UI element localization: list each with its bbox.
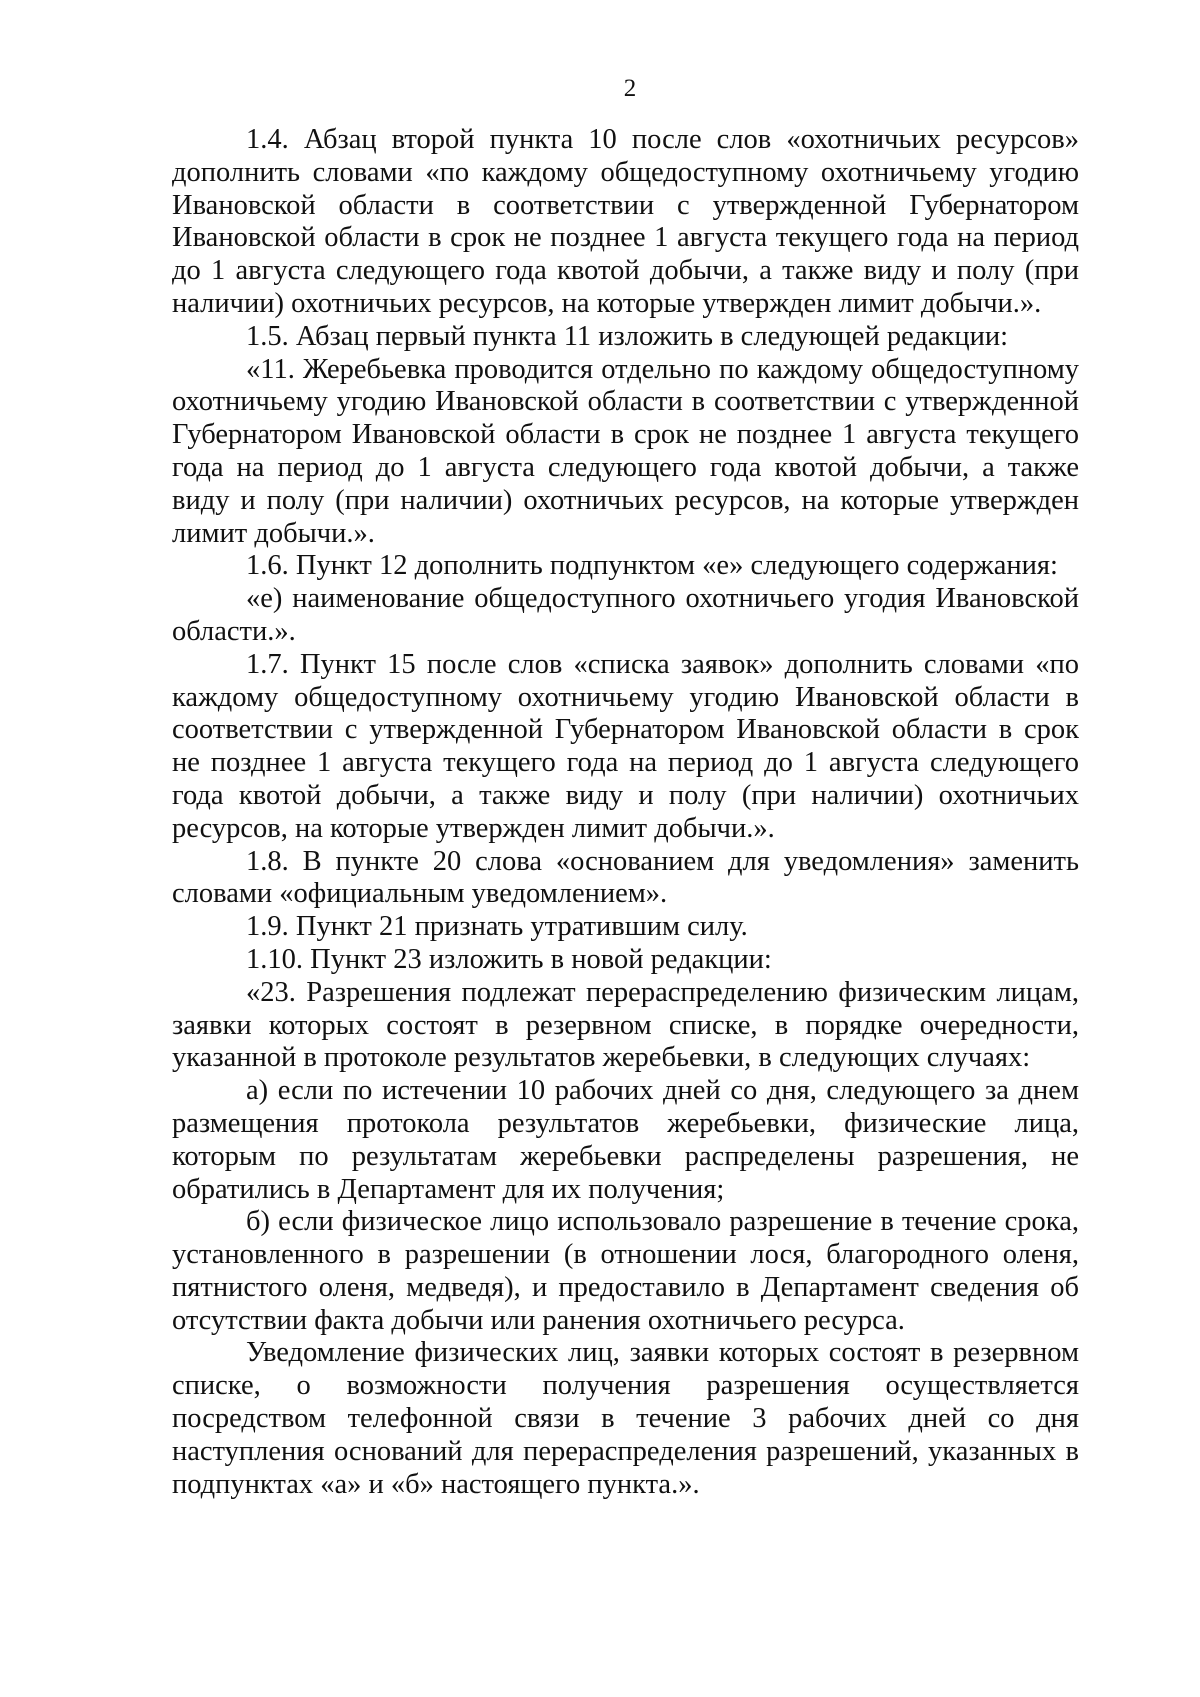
paragraph-subpoint-a: а) если по истечении 10 рабочих дней со дня, следующего за днем размещения протокола результатов жеребьевки, физические лица, которым по результатам жеребьевки распределены разрешения, не обратились в Департамент для их получения;	[172, 1075, 1079, 1205]
paragraph-1-9: 1.9. Пункт 21 признать утратившим силу.	[246, 911, 748, 943]
paragraph-1-8: 1.8. В пункте 20 слова «основанием для уведомления» заменить словами «официальным уведомлением».	[172, 845, 1079, 910]
paragraph-1-6: 1.6. Пункт 12 дополнить подпунктом «е» следующего содержания:	[246, 550, 1058, 582]
paragraph-1-10: 1.10. Пункт 23 изложить в новой редакции:	[246, 943, 772, 975]
document-body	[172, 124, 1079, 1501]
paragraph-1-4: 1.4. Абзац второй пункта 10 после слов «охотничьих ресурсов» дополнить словами «по каждому общедоступному охотничьему угодию Ивановской области в соответствии с утвержденной Губернатором Ивановской области в срок не позднее 1 августа текущего года на период до 1 августа следующего года квотой добычи, а также виду и полу (при наличии) охотничьих ресурсов, на которые утвержден лимит добычи.».	[172, 124, 1079, 319]
paragraph-subpoint-b: б) если физическое лицо использовало разрешение в течение срока, установленного в разрешении (в отношении лося, благородного оленя, пятнистого оленя, медведя), и предоставило в Департамент сведения об отсутствии факта добычи или ранения охотничьего ресурса.	[172, 1206, 1079, 1336]
paragraph-point-23: «23. Разрешения подлежат перераспределению физическим лицам, заявки которых состоят в резервном списке, в порядке очередности, указанной в протоколе результатов жеребьевки, в следующих случаях:	[172, 976, 1079, 1074]
paragraph-1-7: 1.7. Пункт 15 после слов «списка заявок» дополнить словами «по каждому общедоступному охотничьему угодию Ивановской области в соответствии с утвержденной Губернатором Ивановской области в срок не позднее 1 августа текущего года на период до 1 августа следующего года квотой добычи, а также виду и полу (при наличии) охотничьих ресурсов, на которые утвержден лимит добычи.».	[172, 648, 1079, 844]
paragraph-subpoint-e: «е) наименование общедоступного охотничьего угодия Ивановской области.».	[172, 583, 1079, 647]
page-number: 2	[623, 75, 637, 102]
paragraph-1-5: 1.5. Абзац первый пункта 11 изложить в следующей редакции:	[246, 320, 1009, 352]
paragraph-notification: Уведомление физических лиц, заявки которых состоят в резервном списке, о возможности получения разрешения осуществляется посредством телефонной связи в течение 3 рабочих дней со дня наступления оснований для перераспределения разрешений, указанных в подпунктах «а» и «б» настоящего пункта.».	[172, 1337, 1079, 1500]
paragraph-point-11: «11. Жеребьевка проводится отдельно по каждому общедоступному охотничьему угодию Ивановской области в соответствии с утвержденной Губернатором Ивановской области в срок не позднее 1 августа текущего года на период до 1 августа следующего года квотой добычи, а также виду и полу (при наличии) охотничьих ресурсов, на которые утвержден лимит добычи.».	[172, 353, 1079, 549]
